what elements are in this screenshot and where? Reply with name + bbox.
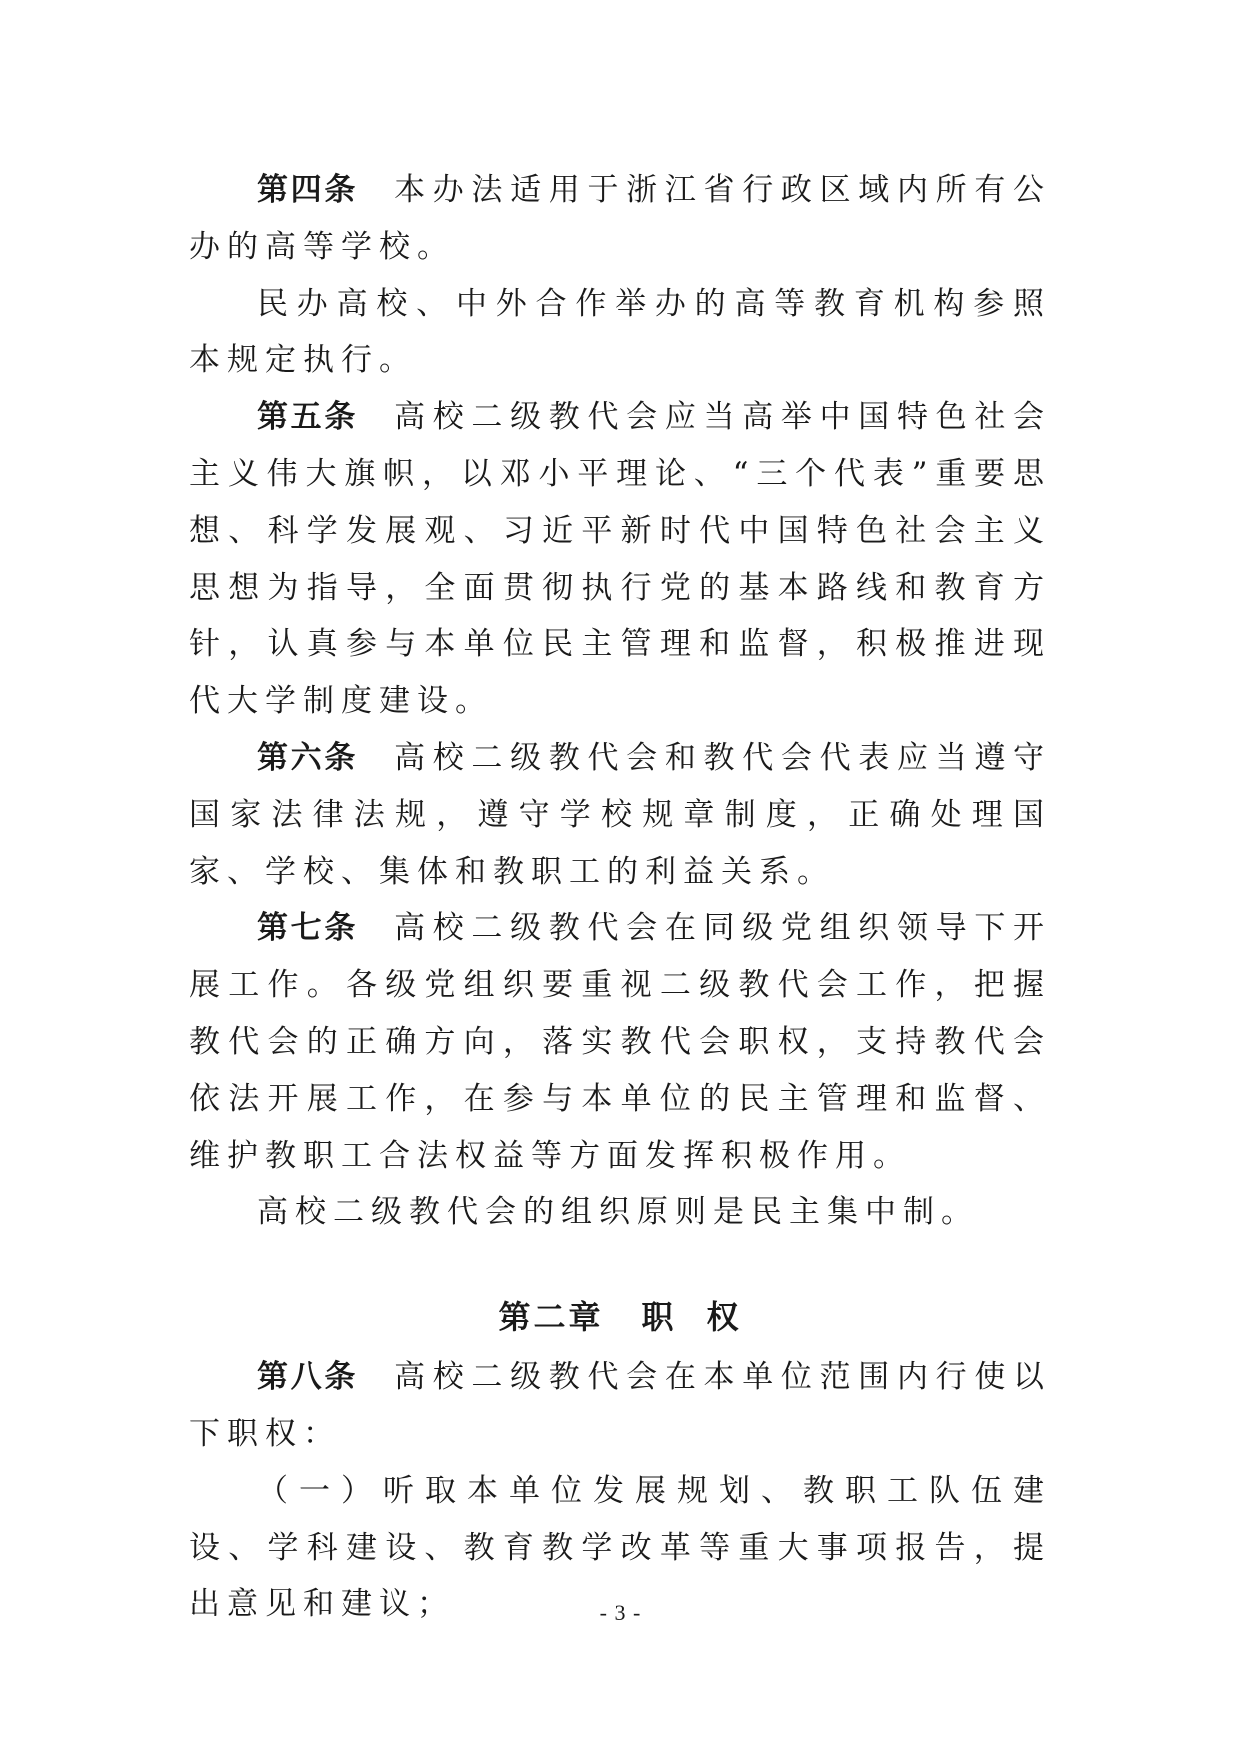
article-5-number: 第五条 xyxy=(257,399,359,436)
chapter-number: 第二章 xyxy=(498,1298,604,1337)
article-8-text: 高校二级教代会在本单位范围内行使以下职权： xyxy=(189,1359,1052,1452)
article-5-text: 高校二级教代会应当高举中国特色社会主义伟大旗帜，以邓小平理论、“三个代表”重要思想、科学发展观、习近平新时代中国特色社会主义思想为指导，全面贯彻执行党的基本路线和教育方针，认真参与本单位民主管理和监督，积极推进现代大学制度建设。 xyxy=(189,399,1052,720)
chapter-title-part-1: 职 xyxy=(641,1298,677,1337)
document-body xyxy=(189,162,1051,1633)
article-4-text: 本办法适用于浙江省行政区域内所有公办的高等学校。 xyxy=(189,172,1052,265)
article-4 xyxy=(189,162,1051,276)
chapter-heading xyxy=(189,1289,1051,1345)
article-7-number: 第七条 xyxy=(257,910,359,947)
article-7-text: 高校二级教代会在同级党组织领导下开展工作。各级党组织要重视二级教代会工作，把握教代会的正确方向，落实教代会职权，支持教代会依法开展工作，在参与本单位的民主管理和监督、维护教职工合法权益等方面发挥积极作用。 xyxy=(189,910,1052,1174)
paragraph-organization-principle: 高校二级教代会的组织原则是民主集中制。 xyxy=(257,1194,979,1231)
article-8-number: 第八条 xyxy=(257,1359,359,1396)
article-6-text: 高校二级教代会和教代会代表应当遵守国家法律法规，遵守学校规章制度，正确处理国家、学校、集体和教职工的利益关系。 xyxy=(189,739,1052,890)
paragraph-private-institutions: 民办高校、中外合作举办的高等教育机构参照本规定执行。 xyxy=(189,285,1051,379)
chapter-title-part-2: 权 xyxy=(706,1298,742,1337)
list-item-1: （一）听取本单位发展规划、教职工队伍建设、学科建设、教育教学改革等重大事项报告，提出意见和建议； xyxy=(189,1472,1051,1623)
article-7 xyxy=(189,900,1051,1184)
article-4-number: 第四条 xyxy=(257,172,359,208)
article-6-number: 第六条 xyxy=(257,739,359,776)
article-8 xyxy=(189,1349,1051,1463)
page-number: - 3 - xyxy=(599,1600,642,1625)
article-5 xyxy=(189,389,1051,730)
article-6 xyxy=(189,730,1051,900)
